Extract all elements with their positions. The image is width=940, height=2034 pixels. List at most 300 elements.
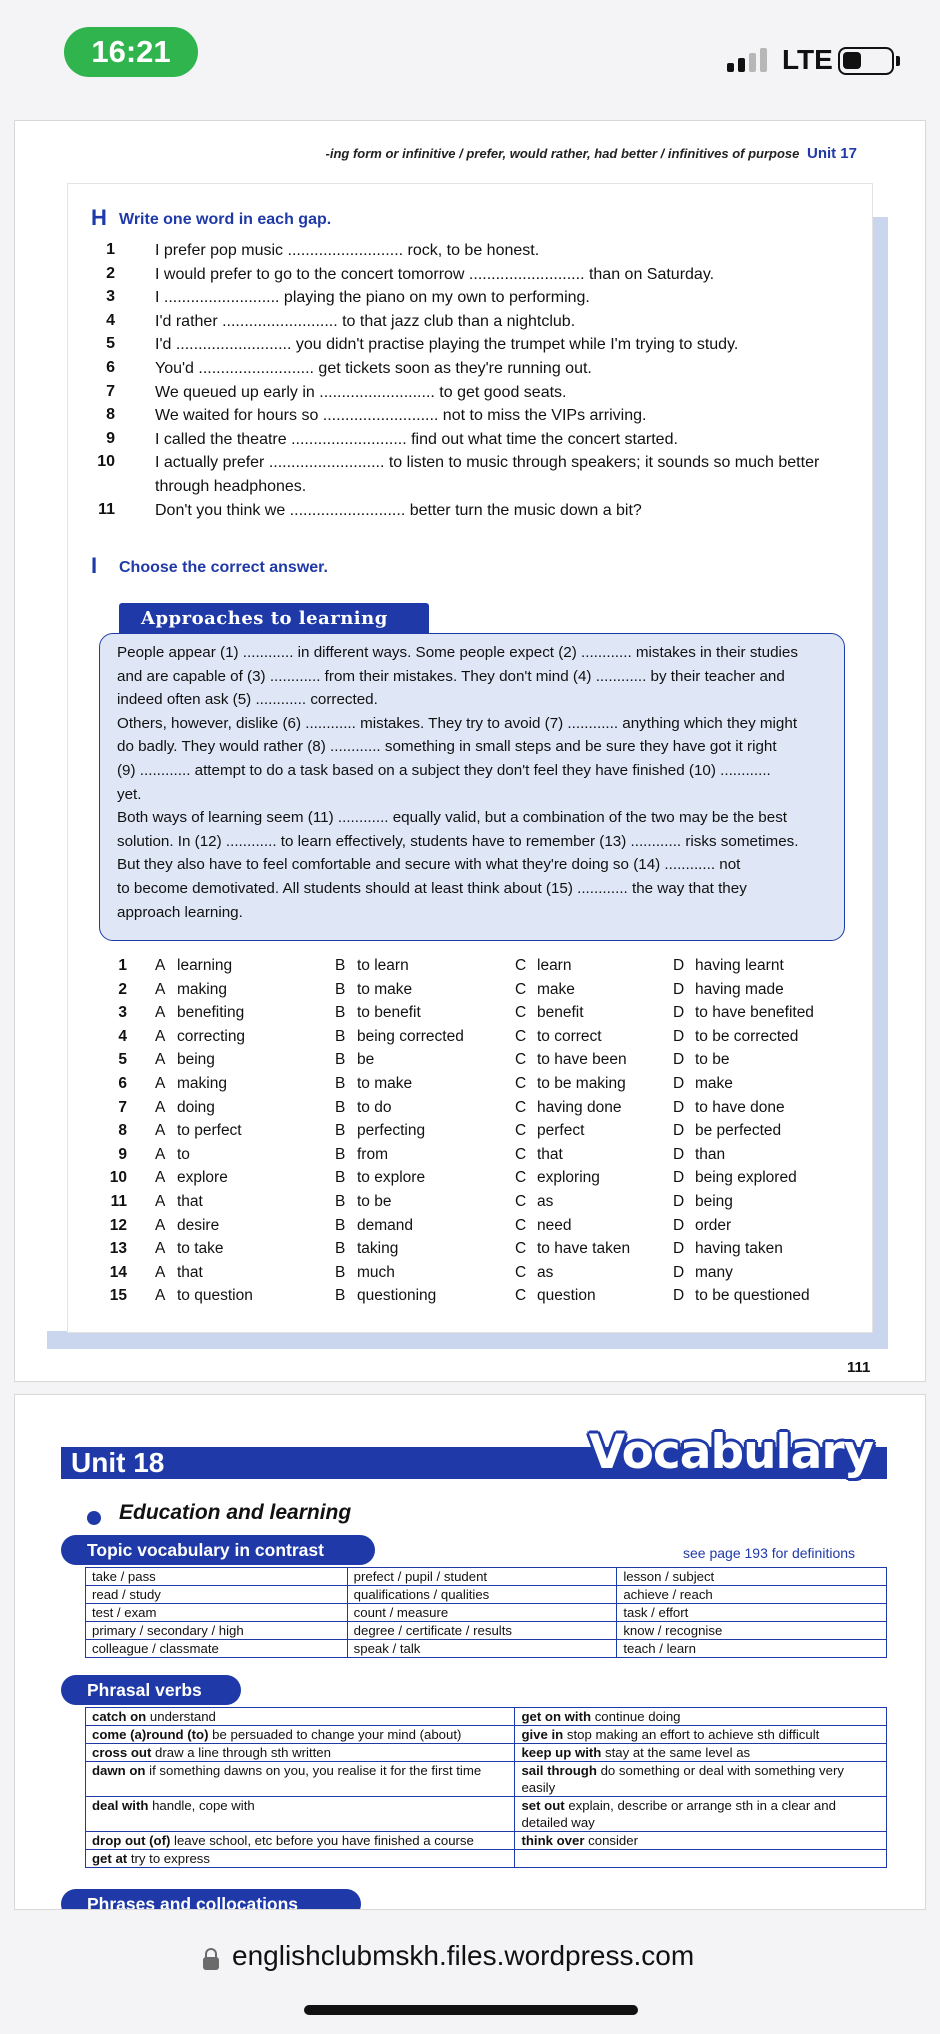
- option-letter: B: [335, 957, 346, 974]
- option-letter: D: [673, 1193, 685, 1210]
- phrasal-verb-definition: continue doing: [591, 1709, 681, 1724]
- option-letter: B: [335, 1216, 346, 1234]
- exercise-item-text: I'd rather .......................... to that jazz club than a nightclub.: [155, 312, 576, 330]
- phrasal-verb-term: get on with: [521, 1709, 592, 1724]
- option-letter: B: [335, 1122, 346, 1140]
- option-text: to be making: [537, 1075, 626, 1092]
- option-b[interactable]: [335, 1122, 425, 1140]
- option-letter: A: [155, 957, 166, 974]
- passage-line: Both ways of learning seem (11) ............ equally valid, but a combination of the two may be the best: [117, 809, 788, 827]
- option-text: having taken: [695, 1240, 783, 1258]
- option-text: explore: [177, 1169, 228, 1187]
- exercise-item-text: We queued up early in .......................... to get good seats.: [155, 383, 567, 401]
- option-d[interactable]: [673, 1004, 814, 1022]
- option-text: to have benefited: [695, 1004, 814, 1022]
- option-letter: A: [155, 1051, 166, 1069]
- option-letter: C: [515, 1263, 527, 1281]
- option-b[interactable]: [335, 1240, 398, 1258]
- passage-line: (9) ............ attempt to do a task based on a subject they don't feel they have finished (10) ............: [117, 762, 771, 779]
- option-letter: B: [335, 1169, 346, 1187]
- option-text: to be: [357, 1193, 392, 1210]
- table-row: [86, 1708, 887, 1726]
- option-c[interactable]: [515, 1146, 563, 1164]
- option-text: benefiting: [177, 1004, 245, 1022]
- phrasal-verb-definition: understand: [146, 1709, 216, 1724]
- decorative-blue-border: [47, 1331, 888, 1349]
- option-text: to benefit: [357, 1004, 421, 1022]
- option-text: as: [537, 1263, 554, 1281]
- phrasal-cell: [515, 1797, 887, 1832]
- exercise-item-text: I'd .......................... you didn't practise playing the trumpet while I'm trying to study.: [155, 336, 739, 354]
- exercise-item-text: I called the theatre .......................... find out what time the concert started.: [155, 430, 678, 448]
- option-text: as: [537, 1193, 554, 1210]
- table-row: [86, 1586, 887, 1604]
- option-text: being explored: [695, 1169, 797, 1187]
- option-b[interactable]: [335, 957, 409, 975]
- exercise-item-text: through headphones.: [155, 478, 307, 495]
- option-text: perfect: [537, 1122, 585, 1140]
- phrasal-verb-term: think over: [521, 1833, 585, 1848]
- option-text: to do: [357, 1098, 392, 1116]
- option-b[interactable]: [335, 1099, 391, 1117]
- option-d[interactable]: [673, 1217, 731, 1235]
- network-type: LTE: [782, 44, 833, 75]
- option-b[interactable]: [335, 1169, 425, 1187]
- option-text: taking: [357, 1240, 399, 1258]
- phrasal-verb-definition: be persuaded to change your mind (about): [208, 1727, 462, 1742]
- option-letter: D: [673, 1004, 685, 1022]
- option-number: 15: [109, 1287, 127, 1305]
- option-letter: D: [673, 1216, 685, 1234]
- option-letter: C: [515, 1169, 527, 1187]
- battery-icon: [838, 47, 894, 75]
- exercise-item-number: 3: [106, 288, 115, 306]
- passage-line: to become demotivated. All students should at least think about (15) ............ the way that they: [117, 880, 747, 897]
- option-number: 10: [109, 1169, 127, 1187]
- exercise-item-text: Don't you think we .......................... better turn the music down a bit?: [155, 501, 642, 519]
- option-letter: D: [673, 1098, 685, 1116]
- option-a[interactable]: [155, 1075, 227, 1093]
- option-c[interactable]: [515, 1028, 602, 1046]
- option-text: to be: [695, 1051, 730, 1069]
- home-indicator[interactable]: [304, 2005, 638, 2015]
- phrasal-verb-term: come (a)round (to): [92, 1727, 209, 1742]
- running-head: [326, 145, 857, 162]
- option-text: benefit: [537, 1004, 584, 1022]
- option-text: to have been: [537, 1051, 627, 1069]
- option-text: having learnt: [695, 957, 784, 974]
- option-a[interactable]: [155, 1240, 224, 1258]
- option-letter: D: [673, 1263, 685, 1281]
- table-row: [86, 1797, 887, 1832]
- option-a[interactable]: [155, 957, 232, 975]
- phrasal-verbs-table: [85, 1707, 887, 1868]
- phrasal-verb-term: cross out: [92, 1745, 152, 1760]
- exercise-item-number: 9: [106, 429, 115, 447]
- option-b[interactable]: [335, 1217, 413, 1235]
- running-head-unit: Unit 17: [806, 145, 857, 162]
- vocab-cell: prefect / pupil / student: [347, 1568, 617, 1586]
- phrasal-verb-term: deal with: [92, 1798, 149, 1813]
- option-c[interactable]: [515, 1051, 627, 1069]
- option-letter: A: [155, 1240, 166, 1258]
- option-text: learn: [537, 957, 572, 974]
- exercise-item-text: I .......................... playing the piano on my own to performing.: [155, 289, 590, 307]
- option-letter: C: [515, 1027, 527, 1045]
- option-letter: A: [155, 1193, 166, 1210]
- option-text: questioning: [357, 1287, 437, 1305]
- table-row: [86, 1726, 887, 1744]
- option-letter: C: [515, 1240, 527, 1258]
- option-a[interactable]: [155, 1287, 253, 1305]
- phrasal-cell: [86, 1762, 515, 1797]
- option-a[interactable]: [155, 981, 227, 999]
- vocab-cell: count / measure: [347, 1604, 617, 1622]
- option-letter: A: [155, 1287, 166, 1305]
- option-letter: C: [515, 1193, 527, 1210]
- phrasal-verbs-heading: Phrasal verbs: [61, 1675, 241, 1705]
- topic-vocab-table: [85, 1567, 887, 1658]
- option-text: to be corrected: [695, 1027, 799, 1045]
- option-letter: D: [673, 1240, 685, 1258]
- option-text: to have taken: [537, 1240, 631, 1258]
- vocab-cell: qualifications / qualities: [347, 1586, 617, 1604]
- table-row: [86, 1622, 887, 1640]
- phrasal-cell: [86, 1850, 515, 1868]
- option-number: 1: [118, 957, 127, 974]
- option-a[interactable]: [155, 1193, 203, 1211]
- option-letter: B: [335, 1027, 346, 1045]
- option-text: make: [537, 980, 575, 998]
- option-number: 13: [109, 1240, 127, 1258]
- option-letter: A: [155, 1216, 166, 1234]
- option-text: from: [357, 1145, 388, 1163]
- passage-line: yet.: [117, 785, 142, 803]
- option-letter: B: [335, 1287, 346, 1305]
- option-a[interactable]: [155, 1028, 245, 1046]
- option-letter: D: [673, 1122, 685, 1140]
- passage-line: and are capable of (3) ............ from their mistakes. They don't mind (4) ............ by their teacher and: [117, 667, 785, 685]
- phrasal-cell: [86, 1744, 515, 1762]
- option-letter: C: [515, 980, 527, 998]
- option-c[interactable]: [515, 1217, 571, 1235]
- phrases-collocations-heading: Phrases and collocations: [61, 1889, 361, 1910]
- option-a[interactable]: [155, 1264, 203, 1282]
- option-b[interactable]: [335, 1193, 391, 1211]
- option-a[interactable]: [155, 1146, 190, 1164]
- option-d[interactable]: [673, 1193, 733, 1211]
- option-number: 14: [109, 1263, 127, 1281]
- option-c[interactable]: [515, 981, 575, 999]
- url-text[interactable]: englishclubmskh.files.wordpress.com: [232, 1940, 695, 1971]
- phrasal-verb-term: get at: [92, 1851, 128, 1866]
- exercise-item-number: 8: [106, 406, 115, 424]
- option-c[interactable]: [515, 1193, 553, 1211]
- option-c[interactable]: [515, 1287, 596, 1305]
- exercise-item-number: 2: [106, 264, 115, 282]
- option-text: many: [695, 1263, 733, 1281]
- option-text: question: [537, 1287, 596, 1305]
- option-letter: B: [335, 1004, 346, 1022]
- option-text: demand: [357, 1216, 414, 1234]
- vocab-cell: colleague / classmate: [86, 1640, 348, 1658]
- option-d[interactable]: [673, 981, 784, 999]
- option-text: order: [695, 1216, 732, 1234]
- option-text: desire: [177, 1216, 220, 1234]
- passage-line: But they also have to feel comfortable and secure with what they're doing so (14) ............ not: [117, 856, 741, 874]
- option-text: being: [177, 1051, 215, 1069]
- option-letter: C: [515, 1287, 527, 1305]
- exercise-letter: H: [91, 205, 107, 230]
- option-letter: D: [673, 1287, 685, 1305]
- option-letter: C: [515, 1051, 527, 1069]
- phrasal-cell: [515, 1762, 887, 1797]
- vocab-cell: know / recognise: [617, 1622, 887, 1640]
- phrasal-verb-definition: handle, cope with: [148, 1798, 255, 1813]
- option-b[interactable]: [335, 1146, 388, 1164]
- table-row: [86, 1640, 887, 1658]
- option-number: 3: [118, 1004, 127, 1022]
- option-letter: D: [673, 1027, 685, 1045]
- option-letter: D: [673, 980, 685, 998]
- option-letter: C: [515, 957, 527, 974]
- option-text: being: [695, 1193, 733, 1210]
- option-a[interactable]: [155, 1122, 242, 1140]
- textbook-page-unit-18: [14, 1394, 926, 1910]
- phrasal-verb-term: sail through: [521, 1763, 597, 1778]
- phrasal-cell: [515, 1744, 887, 1762]
- option-letter: A: [155, 1263, 166, 1281]
- phrasal-verb-term: drop out (of): [92, 1833, 171, 1848]
- option-letter: C: [515, 1004, 527, 1022]
- phrasal-verb-term: set out: [521, 1798, 565, 1813]
- option-letter: A: [155, 1004, 166, 1022]
- option-letter: C: [515, 1145, 527, 1163]
- option-d[interactable]: [673, 1075, 733, 1093]
- option-c[interactable]: [515, 1099, 621, 1117]
- option-letter: A: [155, 1122, 166, 1140]
- phrasal-verb-term: dawn on: [92, 1763, 146, 1778]
- option-c[interactable]: [515, 957, 571, 975]
- option-a[interactable]: [155, 1099, 215, 1117]
- option-text: having done: [537, 1098, 622, 1116]
- exercise-item-number: 5: [106, 335, 115, 353]
- option-a[interactable]: [155, 1169, 228, 1187]
- option-text: exploring: [537, 1169, 600, 1187]
- option-letter: B: [335, 1051, 346, 1069]
- phrasal-verb-definition: consider: [584, 1833, 638, 1848]
- option-a[interactable]: [155, 1217, 219, 1235]
- option-c[interactable]: [515, 1122, 584, 1140]
- table-row: [86, 1850, 887, 1868]
- option-number: 12: [109, 1216, 127, 1234]
- table-row: [86, 1568, 887, 1586]
- exercise-item-number: 1: [106, 241, 115, 258]
- table-row: [86, 1604, 887, 1622]
- option-text: having made: [695, 980, 784, 998]
- option-b[interactable]: [335, 1287, 436, 1305]
- table-row: [86, 1744, 887, 1762]
- option-d[interactable]: [673, 957, 784, 975]
- exercise-item-text: We waited for hours so .......................... not to miss the VIPs arriving.: [155, 407, 647, 425]
- option-text: make: [695, 1075, 733, 1092]
- option-number: 2: [118, 980, 127, 998]
- option-c[interactable]: [515, 1240, 630, 1258]
- phrasal-cell: [86, 1726, 515, 1744]
- unit-title: Unit 18: [71, 1447, 165, 1478]
- option-text: to correct: [537, 1027, 602, 1045]
- phrasal-verb-definition: leave school, etc before you have finished a course: [170, 1833, 474, 1848]
- option-text: to learn: [357, 957, 409, 974]
- option-text: to: [177, 1145, 190, 1163]
- option-d[interactable]: [673, 1169, 797, 1187]
- option-text: to explore: [357, 1169, 426, 1187]
- vocab-cell: primary / secondary / high: [86, 1622, 348, 1640]
- option-text: to question: [177, 1287, 253, 1305]
- option-text: that: [537, 1145, 563, 1163]
- option-d[interactable]: [673, 1122, 781, 1140]
- see-page-note: see page 193 for definitions: [683, 1545, 856, 1561]
- option-c[interactable]: [515, 1264, 553, 1282]
- option-d[interactable]: [673, 1051, 729, 1069]
- vocab-cell: read / study: [86, 1586, 348, 1604]
- exercise-item-number: 6: [106, 359, 115, 376]
- exercise-item-number: 7: [106, 382, 115, 400]
- page-number: 111: [847, 1359, 871, 1376]
- topic-heading: Education and learning: [119, 1501, 352, 1524]
- option-letter: B: [335, 1240, 346, 1258]
- option-b[interactable]: [335, 1075, 412, 1093]
- option-text: that: [177, 1193, 203, 1210]
- vocab-cell: teach / learn: [617, 1640, 887, 1658]
- option-letter: C: [515, 1075, 527, 1092]
- vocabulary-heading: Vocabulary: [588, 1425, 874, 1480]
- option-letter: B: [335, 1263, 346, 1281]
- option-b[interactable]: [335, 1051, 374, 1069]
- option-c[interactable]: [515, 1169, 600, 1187]
- exercise-item-number: 11: [98, 500, 115, 518]
- option-number: 5: [118, 1051, 127, 1069]
- exercise-instruction: Choose the correct answer.: [119, 559, 328, 576]
- option-number: 9: [118, 1145, 127, 1163]
- option-letter: A: [155, 1075, 166, 1092]
- option-text: to be questioned: [695, 1287, 810, 1305]
- vocab-cell: take / pass: [86, 1568, 348, 1586]
- passage-line: approach learning.: [117, 903, 243, 921]
- option-c[interactable]: [515, 1075, 626, 1093]
- option-text: be: [357, 1051, 375, 1069]
- phrasal-cell: [86, 1708, 515, 1726]
- phrasal-cell: [515, 1850, 887, 1868]
- signal-strength-icon: [727, 48, 771, 72]
- exercise-item-text: You'd .......................... get tickets soon as they're running out.: [155, 360, 592, 377]
- option-d[interactable]: [673, 1028, 798, 1046]
- phrasal-verb-definition: explain, describe or arrange sth in a clear and detailed way: [521, 1798, 836, 1830]
- option-text: correcting: [177, 1027, 246, 1045]
- option-text: making: [177, 980, 227, 998]
- textbook-page-111: [14, 120, 926, 1382]
- option-a[interactable]: [155, 1051, 215, 1069]
- exercise-instruction: Write one word in each gap.: [119, 211, 332, 228]
- option-text: perfecting: [357, 1122, 426, 1140]
- option-number: 4: [118, 1027, 127, 1045]
- option-d[interactable]: [673, 1099, 785, 1117]
- phrasal-verb-definition: do something or deal with something very easily: [521, 1763, 844, 1795]
- vocab-cell: lesson / subject: [617, 1568, 887, 1586]
- phrasal-verb-definition: try to express: [127, 1851, 210, 1866]
- option-d[interactable]: [673, 1240, 783, 1258]
- option-letter: C: [515, 1122, 527, 1140]
- passage-line: do badly. They would rather (8) ............ something in small steps and be sure they have got it right: [117, 738, 777, 756]
- exercise-letter: I: [91, 553, 98, 578]
- option-a[interactable]: [155, 1004, 244, 1022]
- exercise-item-text: I would prefer to go to the concert tomorrow .......................... than on Saturday.: [155, 265, 715, 283]
- phrasal-verb-definition: stop making an effort to achieve sth difficult: [563, 1727, 820, 1742]
- vocab-cell: degree / certificate / results: [347, 1622, 617, 1640]
- option-b[interactable]: [335, 981, 412, 999]
- option-letter: A: [155, 1027, 166, 1045]
- option-b[interactable]: [335, 1028, 464, 1046]
- phrasal-verb-definition: if something dawns on you, you realise it for the first time: [145, 1763, 482, 1778]
- option-letter: C: [515, 1216, 527, 1234]
- option-letter: A: [155, 1169, 166, 1187]
- option-text: being corrected: [357, 1027, 464, 1045]
- option-text: that: [177, 1263, 203, 1281]
- option-d[interactable]: [673, 1146, 725, 1164]
- option-c[interactable]: [515, 1004, 584, 1022]
- status-time[interactable]: 16:21: [64, 27, 198, 77]
- vocab-cell: speak / talk: [347, 1640, 617, 1658]
- phrasal-verb-definition: stay at the same level as: [601, 1745, 751, 1760]
- option-b[interactable]: [335, 1004, 421, 1022]
- option-letter: B: [335, 980, 346, 998]
- option-letter: D: [673, 1169, 685, 1187]
- battery-tip: [896, 56, 900, 66]
- exercise-item-number: 4: [106, 311, 115, 329]
- option-text: need: [537, 1216, 572, 1234]
- phrasal-cell: [86, 1832, 515, 1850]
- option-letter: A: [155, 1098, 166, 1116]
- option-text: be perfected: [695, 1122, 782, 1140]
- vocab-cell: task / effort: [617, 1604, 887, 1622]
- phrasal-verb-term: keep up with: [521, 1745, 602, 1760]
- option-d[interactable]: [673, 1264, 733, 1282]
- passage-title: Approaches to learning: [119, 603, 429, 635]
- passage-line: Others, however, dislike (6) ............ mistakes. They try to avoid (7) ............ anything which they might: [117, 714, 798, 732]
- option-letter: C: [515, 1098, 527, 1116]
- option-letter: B: [335, 1075, 346, 1092]
- vocab-cell: test / exam: [86, 1604, 348, 1622]
- exercise-item-text: I prefer pop music .......................... rock, to be honest.: [155, 242, 540, 259]
- table-row: [86, 1832, 887, 1850]
- exercise-item-text: I actually prefer .......................... to listen to music through speakers; it sounds so much better: [155, 454, 820, 472]
- exercise-item-number: 10: [97, 453, 115, 471]
- option-text: to make: [357, 1075, 413, 1092]
- option-b[interactable]: [335, 1264, 395, 1282]
- option-letter: B: [335, 1193, 346, 1210]
- phrasal-verb-term: catch on: [92, 1709, 147, 1724]
- option-text: making: [177, 1075, 227, 1092]
- option-letter: B: [335, 1145, 346, 1163]
- option-text: to have done: [695, 1098, 785, 1116]
- option-number: 8: [118, 1122, 127, 1140]
- phrasal-verb-term: give in: [521, 1727, 564, 1742]
- phrasal-verb-definition: draw a line through sth written: [151, 1745, 331, 1760]
- option-text: doing: [177, 1098, 215, 1116]
- browser-address-bar[interactable]: [0, 1910, 940, 2034]
- option-text: to take: [177, 1240, 224, 1258]
- option-d[interactable]: [673, 1287, 810, 1305]
